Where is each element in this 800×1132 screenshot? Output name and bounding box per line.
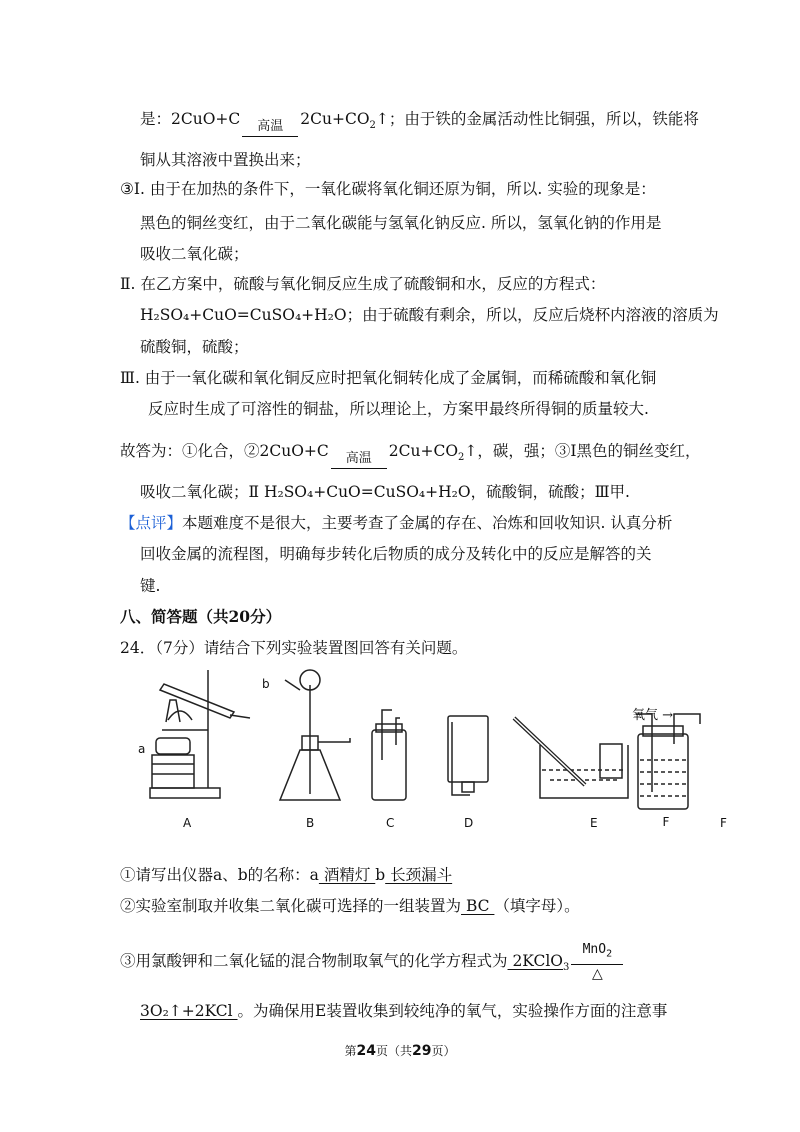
text-line-3: ③Ⅰ. 由于在加热的条件下，一氧化碳将氧化铜还原为铜，所以. 实验的现象是：	[120, 180, 656, 198]
section-heading: 八、简答题（共20分）	[120, 607, 282, 626]
fig-label-F: F	[720, 816, 727, 830]
text-line-2: 铜从其溶液中置换出来；	[140, 151, 311, 169]
review-line: 【点评】本题难度不是很大，主要考查了金属的存在、冶炼和回收知识. 认真分析	[120, 514, 673, 532]
text-line-7: H₂SO₄+CuO=CuSO₄+H₂O；由于硫酸有剩余，所以，反应后烧杯内溶液的溶质为	[140, 306, 719, 324]
text-line-14: 回收金属的流程图，明确每步转化后物质的成分及转化中的反应是解答的关	[140, 545, 652, 563]
page-total: 29	[412, 1043, 432, 1059]
fig-label-F2: F	[662, 815, 670, 829]
page-number: 24	[356, 1043, 376, 1059]
oxygen-label: 氧气 →	[632, 708, 674, 723]
text-line-4: 黑色的铜丝变红，由于二氧化碳能与氢氧化钠反应. 所以，氢氧化钠的作用是	[140, 214, 662, 232]
apparatus-a	[150, 670, 250, 798]
reaction-condition: 高温	[242, 122, 298, 137]
reaction-condition-2: 高温	[331, 454, 387, 469]
question-3: ③用氯酸钾和二氧化锰的混合物制取氧气的化学方程式为 2KClO$_3$ $\frac{MnO_2}{\triangle}$	[120, 942, 623, 982]
apparatus-e	[514, 718, 628, 798]
apparatus-d	[448, 716, 488, 795]
fig-label-A: A	[183, 816, 192, 830]
label-b: b	[262, 677, 270, 691]
text-line-15: 键.	[140, 577, 161, 595]
equation-line-1: 是：2CuO+C 高温 $2Cu+CO_2↑$；由于铁的金属活动性比铜强，所以，铁能将	[140, 108, 699, 137]
fig-label-B: B	[306, 816, 315, 830]
apparatus-figure	[130, 660, 727, 835]
apparatus-c	[372, 710, 406, 800]
answer-bc: BC	[461, 897, 495, 915]
review-tag: 【点评】	[120, 514, 183, 532]
text-line-12: 吸收二氧化碳；Ⅱ H₂SO₄+CuO=CuSO₄+H₂O，硫酸铜，硫酸；Ⅲ甲.	[140, 483, 630, 501]
answer-a: 酒精灯	[318, 866, 376, 884]
text-line-9: Ⅲ. 由于一氧化碳和氧化铜反应时把氧化铜转化成了金属铜，而稀硫酸和氧化铜	[120, 369, 657, 387]
question-1: ①请写出仪器a、b的名称：a 酒精灯 b 长颈漏斗	[120, 866, 453, 884]
question-4: 3O₂↑+2KCl 。为确保用E装置收集到较纯净的氧气，实验操作方面的注意事	[140, 1002, 668, 1020]
catalyst-condition: $\frac{MnO_2}{\triangle}$	[571, 942, 623, 982]
answer-products: 3O₂↑+2KCl	[140, 1002, 238, 1020]
question-24: 24．（7分）请结合下列实验装置图回答有关问题。	[120, 639, 468, 657]
text-line-6: Ⅱ. 在乙方案中，硫酸与氧化铜反应生成了硫酸铜和水，反应的方程式：	[120, 275, 606, 293]
fig-label-D: D	[464, 816, 474, 830]
text-line-5: 吸收二氧化碳；	[140, 245, 249, 263]
text-line-10: 反应时生成了可溶性的铜盐，所以理论上，方案甲最终所得铜的质量较大.	[148, 400, 649, 418]
fig-label-C: C	[386, 816, 395, 830]
page-footer: 第24页（共29页）	[344, 1043, 456, 1059]
question-2: ②实验室制取并收集二氧化碳可选择的一组装置为 BC （填字母）。	[120, 897, 580, 915]
label-a: a	[138, 742, 146, 756]
text-line-8: 硫酸铜，硫酸；	[140, 338, 249, 356]
answer-equation: 2KClO$_3$	[507, 951, 570, 973]
equation-left: 是：2CuO+C	[140, 110, 241, 128]
apparatus-b	[280, 670, 350, 800]
answer-b: 长颈漏斗	[385, 866, 453, 884]
fig-label-E: E	[590, 816, 598, 830]
answer-line: 故答为：①化合，②2CuO+C 高温 $2Cu+CO_2↑$，碳，强；③Ⅰ黑色的铜丝变红，	[120, 440, 701, 469]
equation-right: 2Cu+CO	[300, 110, 370, 128]
